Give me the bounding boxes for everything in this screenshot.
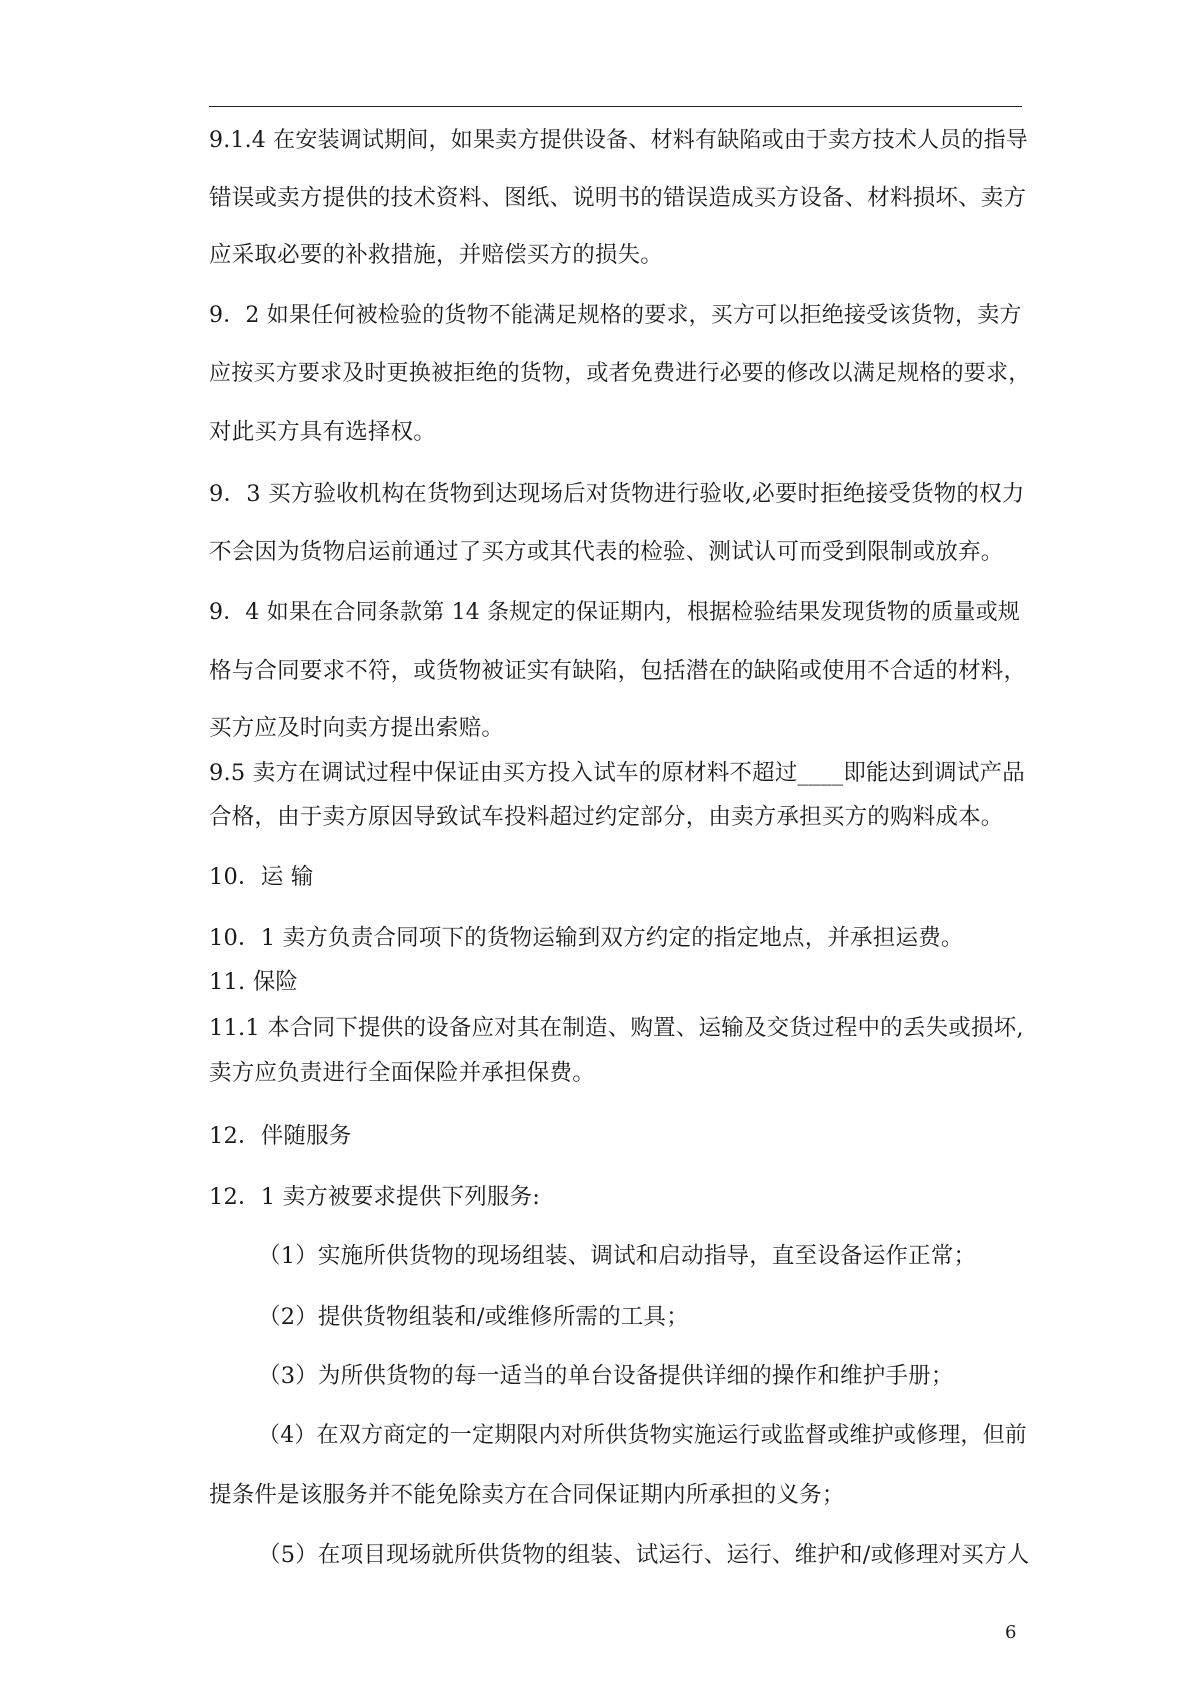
text-line: 9.5 卖方在调试过程中保证由买方投入试车的原材料不超过____即能达到调试产品 <box>209 760 1025 786</box>
text-line: 不会因为货物启运前通过了买方或其代表的检验、测试认可而受到限制或放弃。 <box>209 539 1004 565</box>
text-line: 9．2 如果任何被检验的货物不能满足规格的要求，买方可以拒绝接受该货物，卖方 <box>209 303 1022 328</box>
text-line: 应按买方要求及时更换被拒绝的货物，或者免费进行必要的修改以满足规格的要求， <box>209 361 1031 386</box>
page-number: 6 <box>1005 1622 1017 1643</box>
text-line: 11.1 本合同下提供的设备应对其在制造、购置、运输及交货过程中的丢失或损坏, <box>209 1015 1024 1041</box>
text-line: 错误或卖方提供的技术资料、图纸、说明书的错误造成买方设备、材料损坏、卖方 <box>209 185 1027 211</box>
text-line: 格与合同要求不符，或货物被证实有缺陷，包括潜在的缺陷或使用不合适的材料， <box>209 658 1027 684</box>
text-line: 卖方应负责进行全面保险并承担保费。 <box>209 1060 595 1086</box>
list-item: （2）提供货物组装和/或维修所需的工具； <box>258 1304 689 1330</box>
text-line: 合格，由于卖方原因导致试车投料超过约定部分，由卖方承担买方的购料成本。 <box>209 804 1004 830</box>
text-line: 9.1.4 在安装调试期间，如果卖方提供设备、材料有缺陷或由于卖方技术人员的指导 <box>209 128 1028 153</box>
text-line: 10．1 卖方负责合同项下的货物运输到双方约定的指定地点，并承担运费。 <box>209 925 964 951</box>
text-line: 应采取必要的补救措施，并赔偿买方的损失。 <box>209 242 664 268</box>
text-line: 对此买方具有选择权。 <box>209 419 437 445</box>
list-item: （5）在项目现场就所供货物的组装、试运行、运行、维护和/或修理对买方人 <box>258 1542 1030 1568</box>
list-item: （3）为所供货物的每一适当的单台设备提供详细的操作和维护手册； <box>258 1363 954 1389</box>
text-line: 9．3 买方验收机构在货物到达现场后对货物进行验收,必要时拒绝接受货物的权力 <box>209 481 1025 507</box>
list-item: （4）在双方商定的一定期限内对所供货物实施运行或监督或维护或修理，但前 <box>258 1423 1027 1448</box>
text-line: 9．4 如果在合同条款第 14 条规定的保证期内，根据检验结果发现货物的质量或规 <box>209 600 1020 625</box>
text-line: 买方应及时向卖方提出索赔。 <box>209 715 505 741</box>
section-heading: 12．伴随服务 <box>209 1123 352 1149</box>
text-line: 12．1 卖方被要求提供下列服务: <box>209 1184 541 1210</box>
list-item: （1）实施所供货物的现场组装、调试和启动指导，直至设备运作正常； <box>258 1243 977 1269</box>
section-heading: 10．运 输 <box>209 864 314 890</box>
header-rule <box>209 106 1022 107</box>
section-heading: 11. 保险 <box>209 969 299 995</box>
text-line: 提条件是该服务并不能免除卖方在合同保证期内所承担的义务； <box>209 1482 845 1508</box>
